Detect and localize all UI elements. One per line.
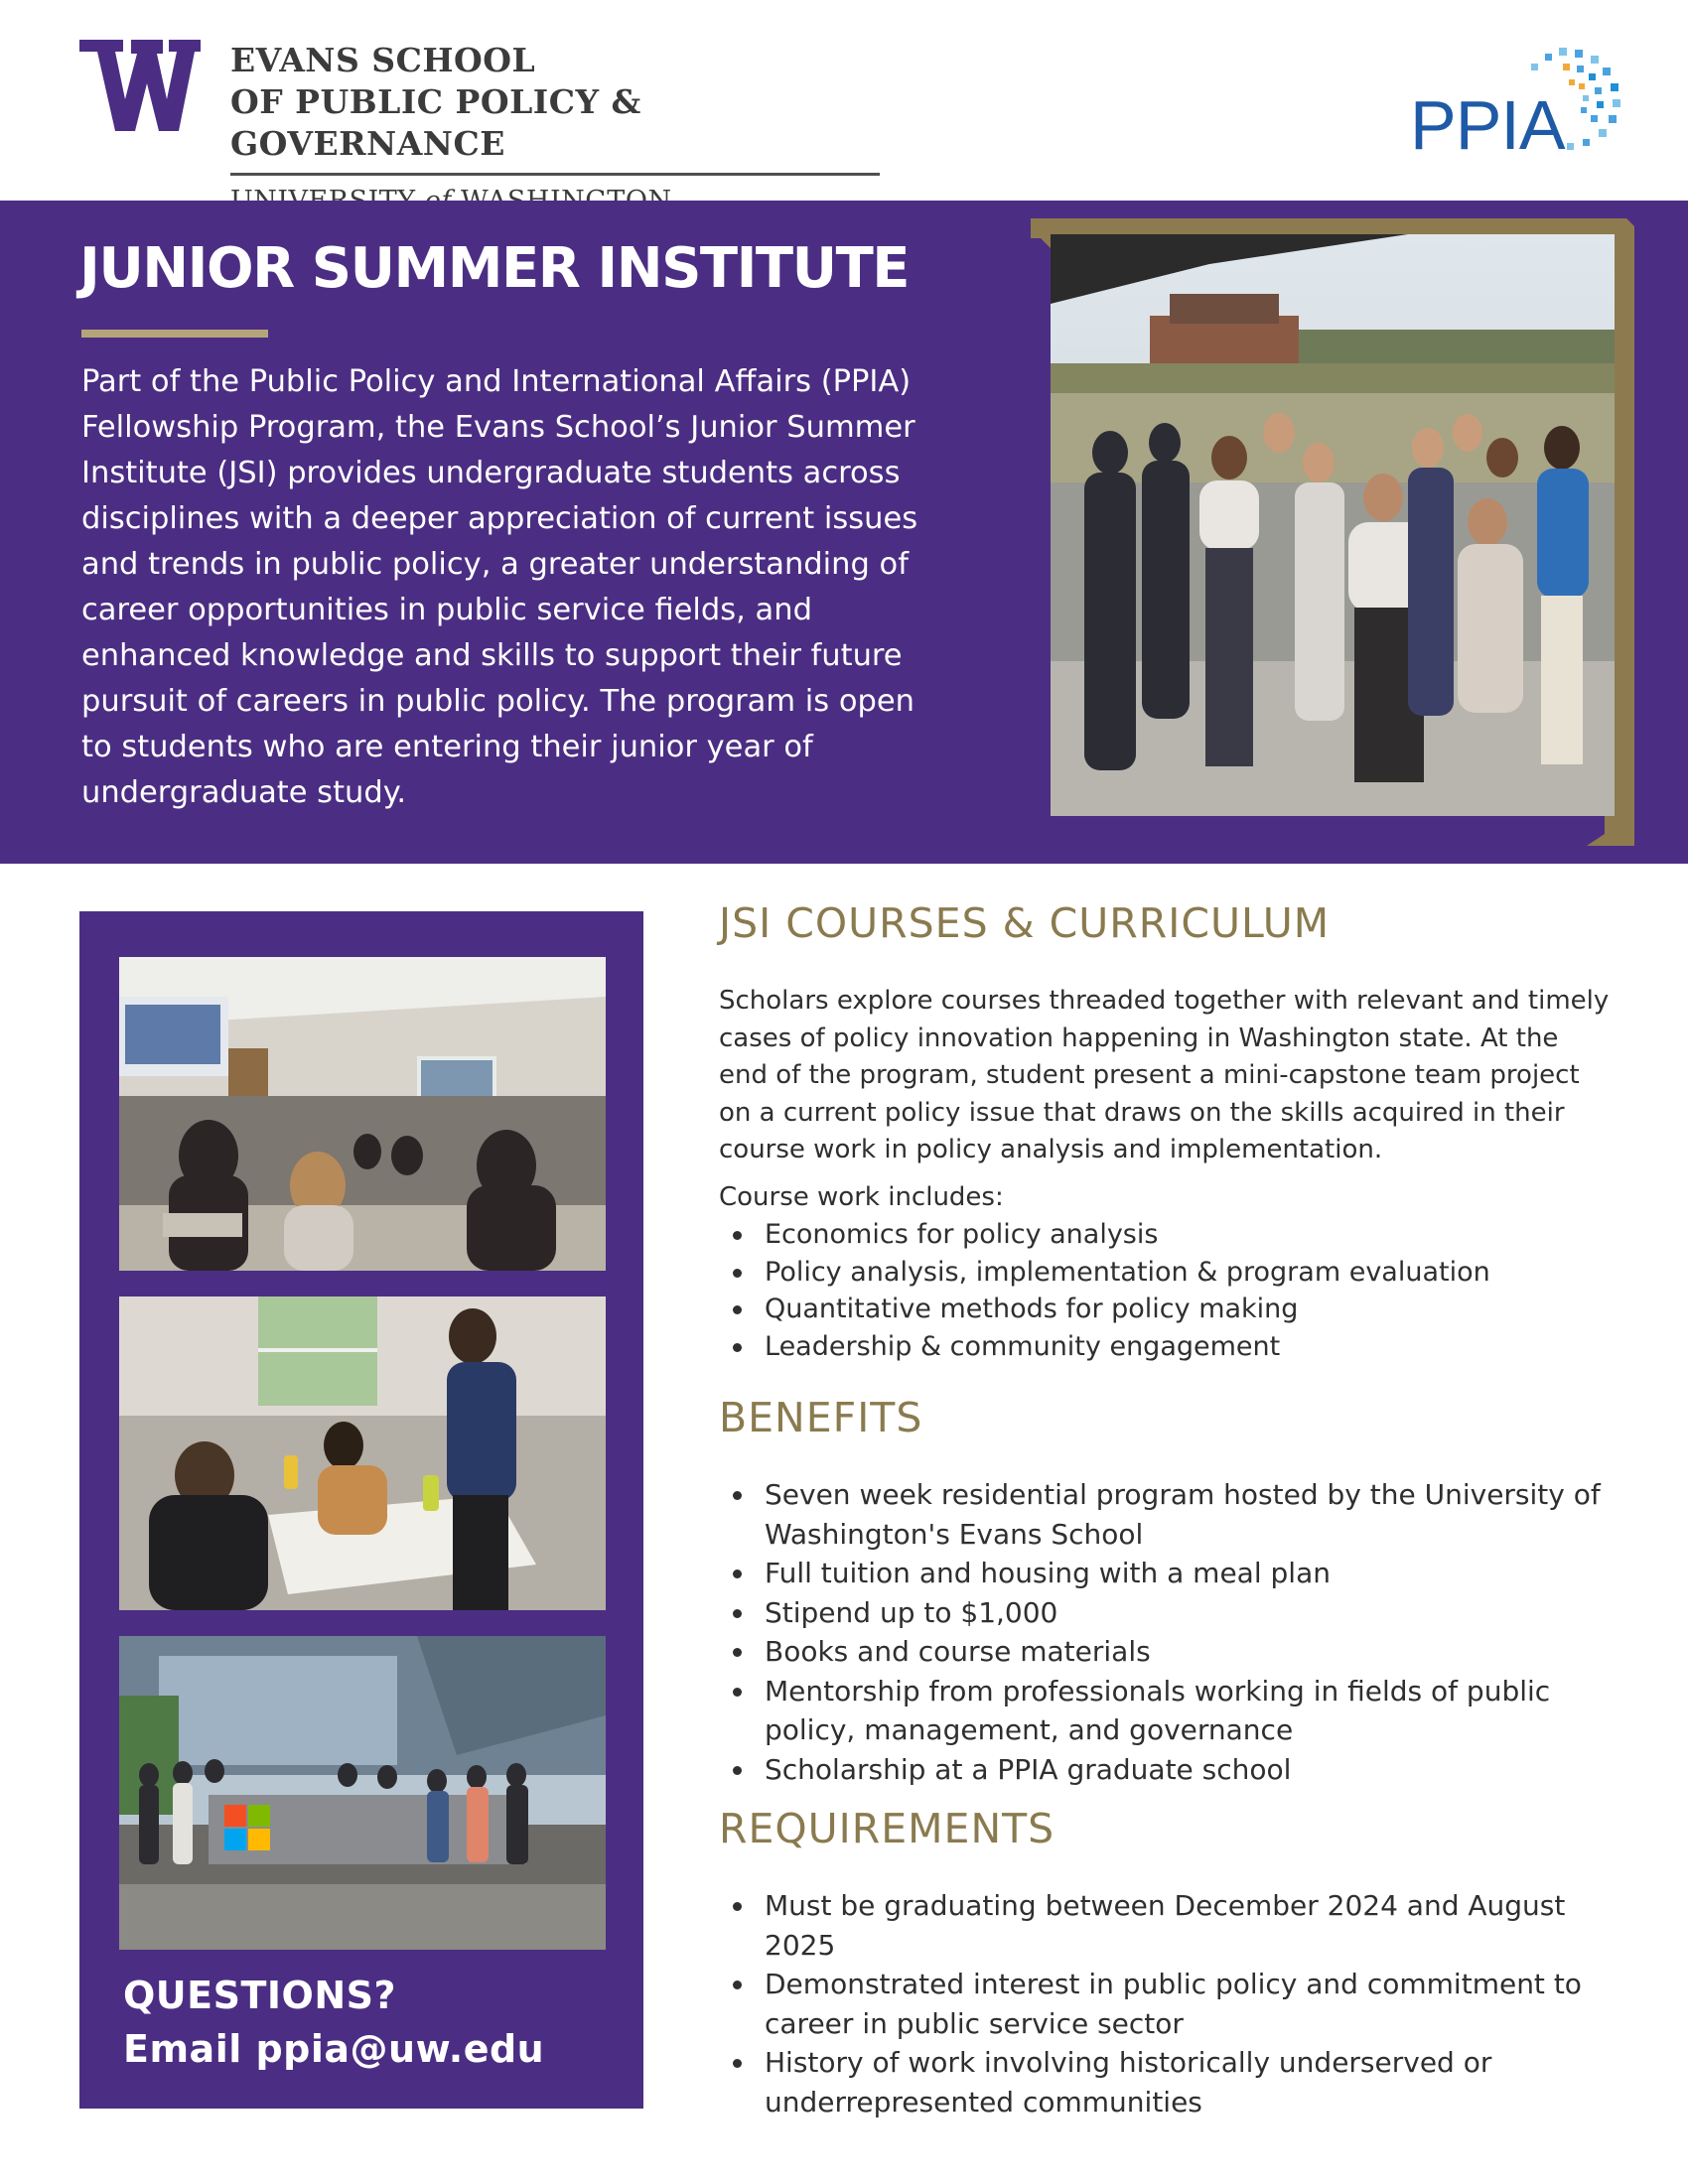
list-item: History of work involving historically underserved or underrepresented communities: [719, 2043, 1613, 2121]
courses-intro: Scholars explore courses threaded together with relevant and timely cases of policy innovation happening in Washington state. At the end of the program, student present a mini-capstone team project on a current policy issue that draws on the skills acquired in their course work in policy analysis and implementation.: [719, 986, 1610, 1164]
list-item: Full tuition and housing with a meal plan: [719, 1554, 1613, 1593]
requirements-section: [719, 1886, 1613, 2121]
benefits-section: [719, 1475, 1613, 1789]
list-item: Demonstrated interest in public policy and commitment to career in public service sector: [719, 1965, 1613, 2043]
page-title: JUNIOR SUMMER INSTITUTE: [79, 236, 910, 301]
course-list-label: Course work includes:: [719, 1181, 1004, 1212]
list-item: Must be graduating between December 2024 and August 2025: [719, 1886, 1613, 1965]
sidebar-panel: [79, 911, 643, 2109]
list-item: Books and course materials: [719, 1632, 1613, 1672]
list-item: Leadership & community engagement: [719, 1328, 1613, 1366]
school-wordmark: [230, 40, 882, 216]
list-item: Economics for policy analysis: [719, 1216, 1613, 1254]
uw-w-logo-icon: [79, 40, 201, 131]
school-name-line1: EVANS SCHOOL: [230, 41, 536, 79]
ppia-logo-text: PPIA: [1410, 86, 1565, 164]
list-item: Quantitative methods for policy making: [719, 1291, 1613, 1328]
course-list: [719, 1216, 1613, 1365]
requirements-heading: REQUIREMENTS: [719, 1805, 1055, 1852]
courses-section: [719, 983, 1613, 1365]
classroom-photo: [119, 957, 606, 1271]
school-name-line2: OF PUBLIC POLICY & GOVERNANCE: [230, 82, 641, 163]
list-item: Mentorship from professionals working in fields of public policy, management, and governance: [719, 1672, 1613, 1750]
questions-heading: QUESTIONS?: [123, 1974, 397, 2017]
list-item: Seven week residential program hosted by the University of Washington's Evans School: [719, 1475, 1613, 1554]
ppia-logo: [1410, 46, 1628, 165]
workshop-photo: [119, 1297, 606, 1610]
group-photo: [1051, 234, 1615, 816]
requirements-list: [719, 1886, 1613, 2121]
courses-heading: JSI COURSES & CURRICULUM: [719, 899, 1331, 947]
page-header: [0, 0, 1688, 201]
benefits-list: [719, 1475, 1613, 1789]
list-item: Stipend up to $1,000: [719, 1593, 1613, 1633]
contact-email[interactable]: Email ppia@uw.edu: [123, 2027, 545, 2071]
benefits-heading: BENEFITS: [719, 1394, 923, 1441]
title-underline: [81, 330, 268, 338]
hero-band: [0, 201, 1688, 864]
program-description: Part of the Public Policy and International Affairs (PPIA) Fellowship Program, the Evans School’s Junior Summer Institute (JSI) provides undergraduate students across disciplines with a deeper appreciation of current issues and trends in public policy, a greater understanding of career opportunities in public service fields, and enhanced knowledge and skills to support their future pursuit of careers in public policy. The program is open to students who are entering their junior year of undergraduate study.: [81, 364, 918, 810]
microsoft-visit-photo: [119, 1636, 606, 1950]
list-item: Scholarship at a PPIA graduate school: [719, 1750, 1613, 1790]
wordmark-divider: [230, 173, 880, 176]
list-item: Policy analysis, implementation & program evaluation: [719, 1254, 1613, 1292]
